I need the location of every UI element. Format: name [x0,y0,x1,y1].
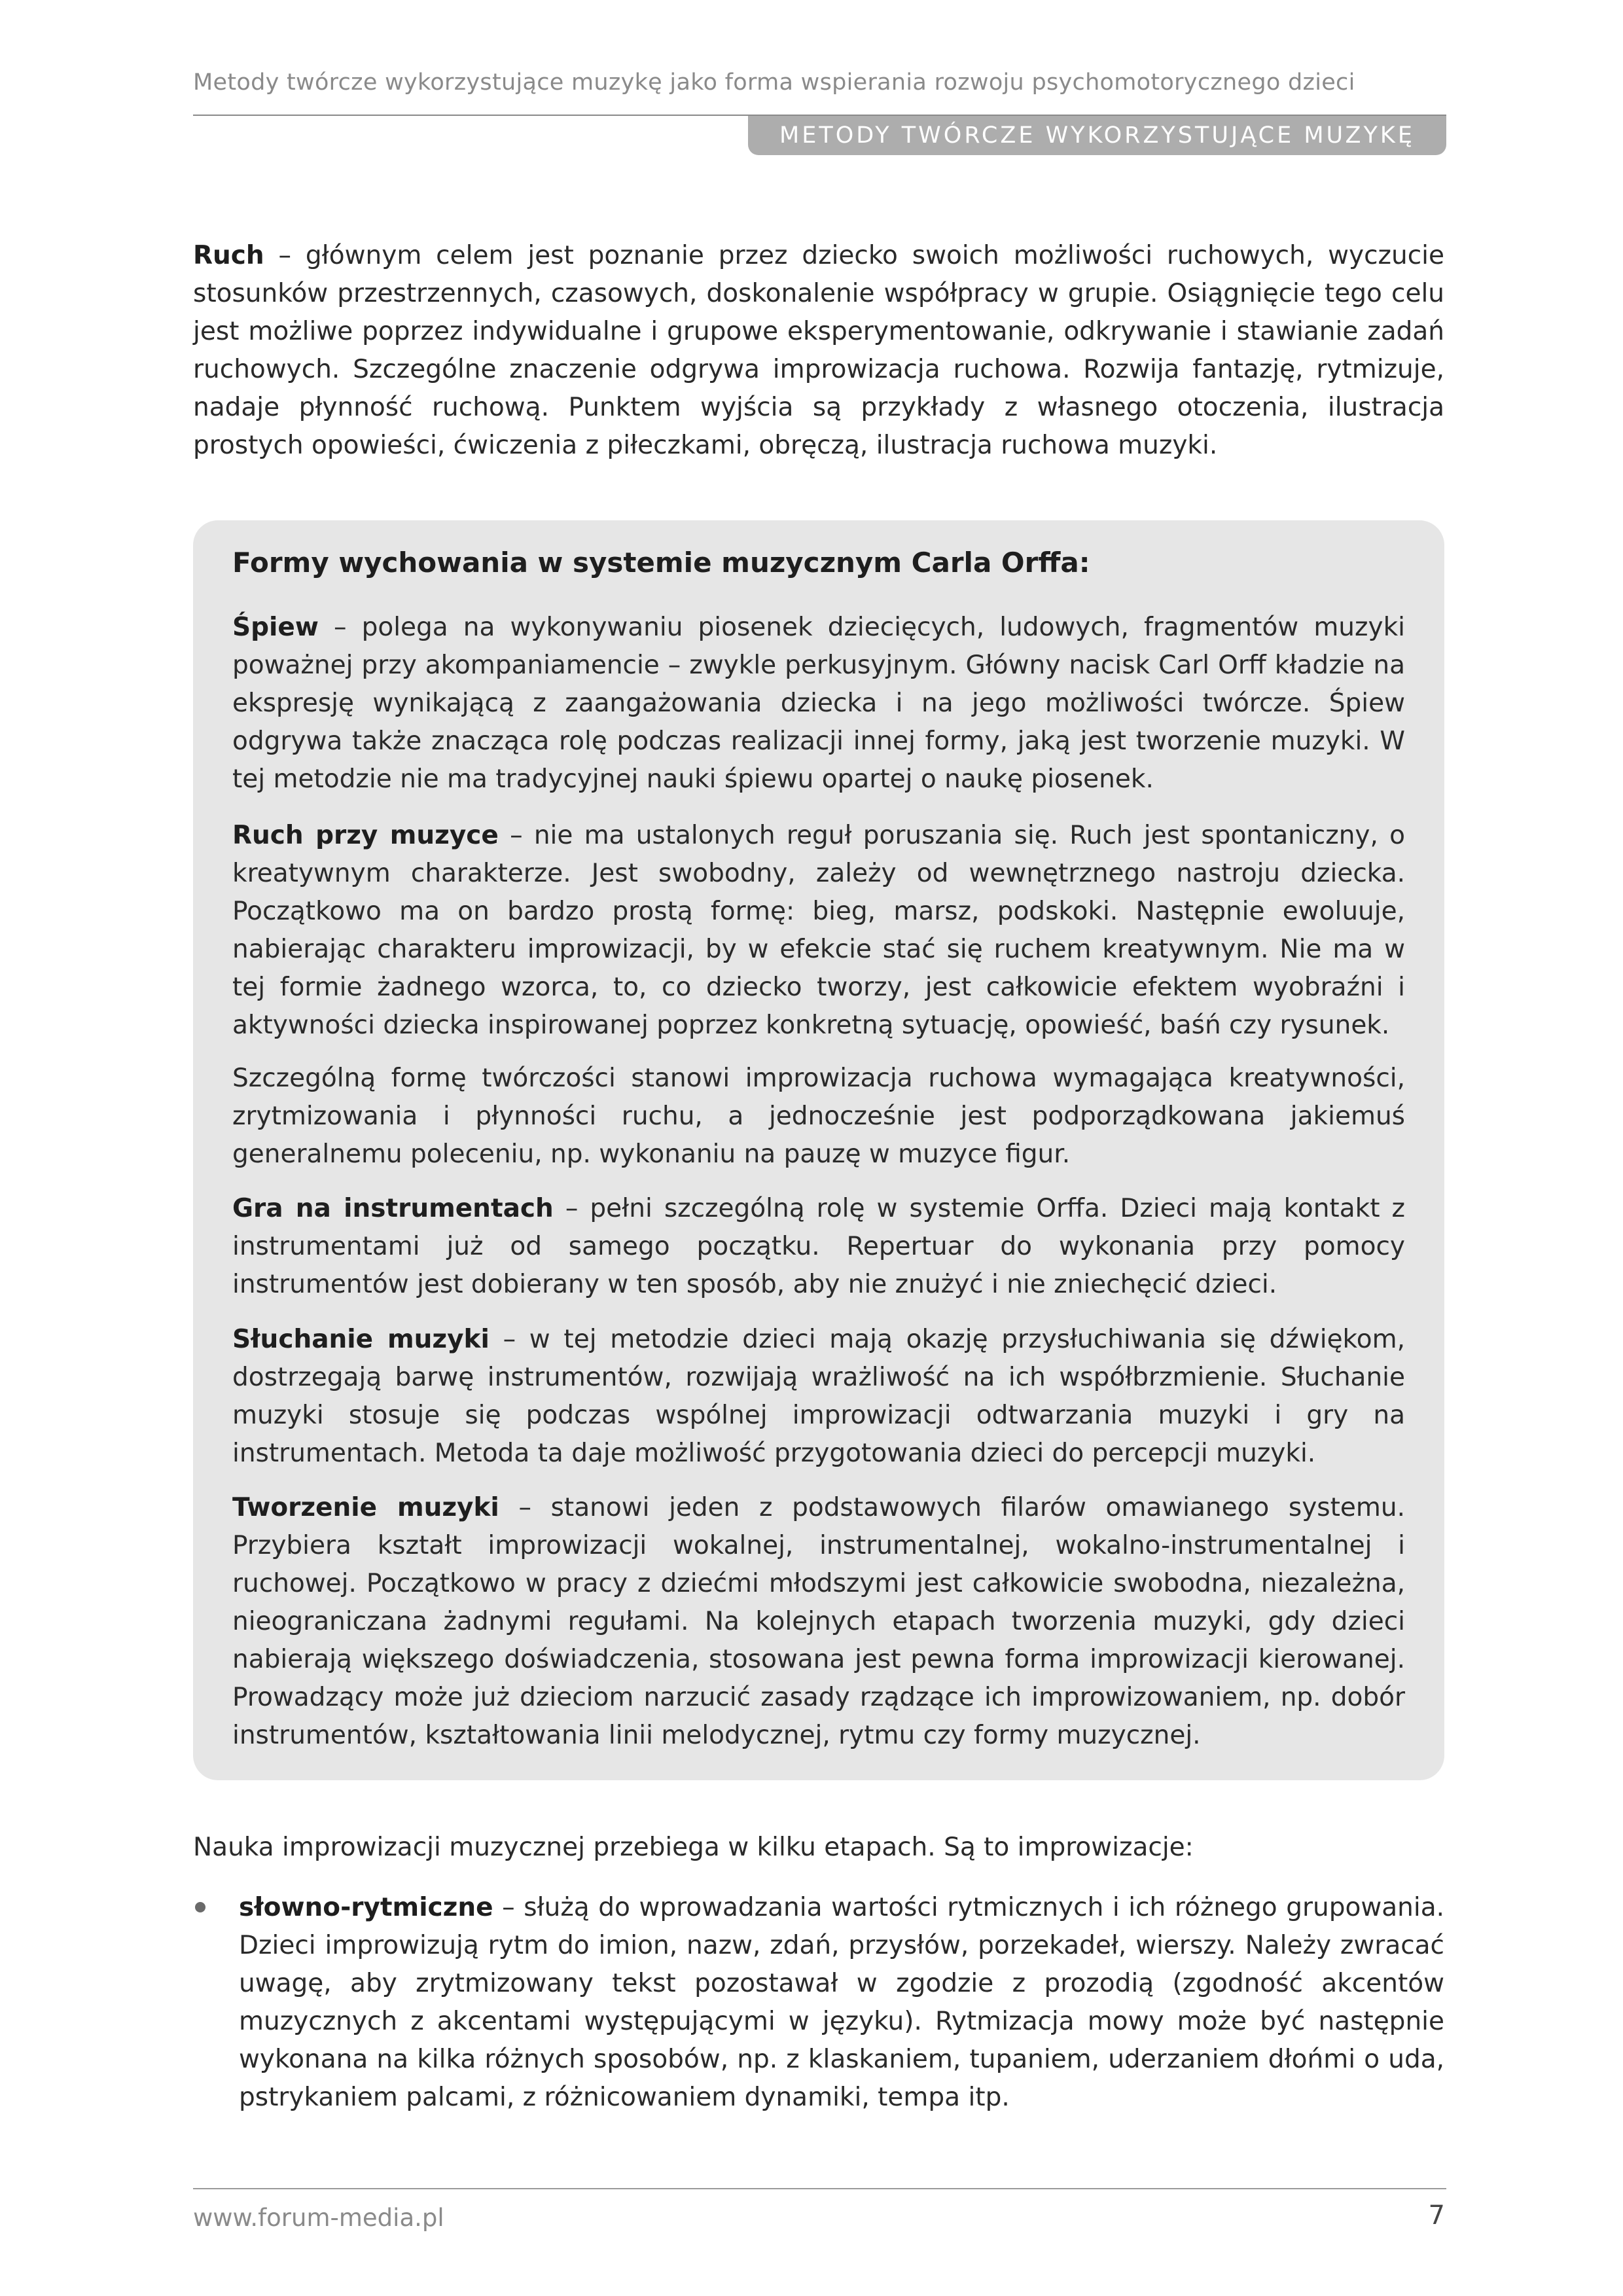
paragraph-ruch-przy-muzyce [232,817,1405,1045]
term-tworzenie-muzyki: Tworzenie muzyki [232,1493,499,1522]
paragraph-nauka-improwizacji: Nauka improwizacji muzycznej przebiega w kilku etapach. Są to improwizacje: [193,1833,1194,1862]
text-sluchanie-muzyki: – w tej metodzie dzieci mają okazję przysłuchiwania się dźwiękom, dostrzegają barwę instrumentów, rozwijają wrażliwość na ich współbrzmienie. Słuchanie muzyki stosuje się podczas wspólnej improwizacji odtwarzania muzyki i gry na instrumentach. Metoda ta daje możliwość przygotowania dzieci do percepcji muzyki. [232,1325,1406,1468]
term-ruch-przy-muzyce: Ruch przy muzyce [232,821,499,850]
text-ruch-przy-muzyce: – nie ma ustalonych reguł poruszania się. Ruch jest spontaniczny, o kreatywnym charakterze. Jest swobodny, zależy od wewnętrznego nastroju dziecka. Początkowo ma on bardzo prostą formę: bieg, marsz, podskoki. Następnie ewoluuje, nabierając charakteru improwizacji, by w efekcie stać się ruchem kreatywnym. Nie ma w tej formie żadnego wzorca, to, co dziecko tworzy, jest całkowicie efektem wyobraźni i aktywności dziecka inspirowanej poprzez konkretną sytuację, opowieść, baśń czy rysunek. [232,821,1405,1040]
text-spiew: – polega na wykonywaniu piosenek dziecięcych, ludowych, fragmentów muzyki poważnej przy akompaniamencie – zwykle perkusyjnym. Główny nacisk Carl Orff kładzie na ekspresję wynikającą z zaangażowania dziecka i na jego możliwości twórcze. Śpiew odgrywa także znacząca rolę podczas realizacji innej formy, jaką jest tworzenie muzyki. W tej metodzie nie ma tradycyjnej nauki śpiewu opartej o naukę piosenek. [232,613,1405,794]
page-number: 7 [1428,2200,1445,2231]
paragraph-sluchanie-muzyki [232,1321,1405,1473]
bullet-dot-icon [195,1902,205,1912]
section-tab: METODY TWÓRCZE WYKORZYSTUJĄCE MUZYKĘ [748,116,1446,155]
text-tworzenie-muzyki: – stanowi jeden z podstawowych filarów omawianego systemu. Przybiera kształt improwizacji wokalnej, instrumentalnej, wokalno-instrumentalnej i ruchowej. Początkowo w pracy z dziećmi młodszymi jest całkowicie swobodna, niezależna, nieograniczana żadnymi regułami. Na kolejnych etapach tworzenia muzyki, gdy dzieci nabierają większego doświadczenia, stosowana jest pewna forma improwizacji kierowanej. Prowadzący może już dzieciom narzucić zasady rządzące ich improwizowaniem, np. dobór instrumentów, kształtowania linii melodycznej, rytmu czy formy muzycznej. [232,1493,1405,1750]
term-sluchanie-muzyki: Słuchanie muzyki [232,1325,490,1354]
term-spiew: Śpiew [232,613,319,642]
text-ruch: – głównym celem jest poznanie przez dziecko swoich możliwości ruchowych, wyczucie stosunków przestrzennych, czasowych, doskonalenie współpracy w grupie. Osiągnięcie tego celu jest możliwe poprzez indywidualne i grupowe eksperymentowanie, odkrywanie i stawianie zadań ruchowych. Szczególne znaczenie odgrywa improwizacja ruchowa. Rozwija fantazję, rytmizuje, nadaje płynność ruchową. Punktem wyjścia są przykłady z własnego otoczenia, ilustracja prostych opowieści, ćwiczenia z piłeczkami, obręczą, ilustracja ruchowa muzyki. [193,241,1444,460]
paragraph-gra-na-instrumentach [232,1190,1405,1304]
term-gra-na-instrumentach: Gra na instrumentach [232,1194,554,1223]
paragraph-tworzenie-muzyki [232,1489,1405,1755]
paragraph-improwizacja-ruchowa [232,1060,1405,1174]
running-header-title: Metody twórcze wykorzystujące muzykę jako forma wspierania rozwoju psychomotorycznego dzieci [193,69,1355,96]
term-slowno-rytmiczne: słowno-rytmiczne [239,1893,493,1922]
box-title: Formy wychowania w systemie muzycznym Carla Orffa: [232,547,1090,579]
list-item [239,1889,1444,2117]
text-improwizacja-ruchowa: Szczególną formę twórczości stanowi improwizacja ruchowa wymagająca kreatywności, zrytmizowania i płynności ruchu, a jednocześnie jest podporządkowana jakiemuś generalnemu poleceniu, np. wykonaniu na pauzę w muzyce figur. [232,1064,1405,1169]
paragraph-spiew [232,609,1405,798]
term-ruch: Ruch [193,241,264,270]
paragraph-ruch [193,237,1444,465]
text-gra-na-instrumentach: – pełni szczególną rolę w systemie Orffa. Dzieci mają kontakt z instrumentami już od samego początku. Repertuar do wykonania przy pomocy instrumentów jest dobierany w ten sposób, aby nie znużyć i nie zniechęcić dzieci. [232,1194,1405,1299]
footer-divider [193,2188,1446,2189]
text-slowno-rytmiczne: – służą do wprowadzania wartości rytmicznych i ich różnego grupowania. Dzieci improwizują rytm do imion, nazw, zdań, przysłów, porzekadeł, wierszy. Należy zwracać uwagę, aby zrytmizowany tekst pozostawał w zgodzie z prozodią (zgodność akcentów muzycznych z akcentami występującymi w języku). Rytmizacja mowy może być następnie wykonana na kilka różnych sposobów, np. z klaskaniem, tupaniem, uderzaniem dłońmi o uda, pstrykaniem palcami, z różnicowaniem dynamiki, tempa itp. [239,1893,1444,2112]
footer-url: www.forum-media.pl [193,2204,444,2232]
